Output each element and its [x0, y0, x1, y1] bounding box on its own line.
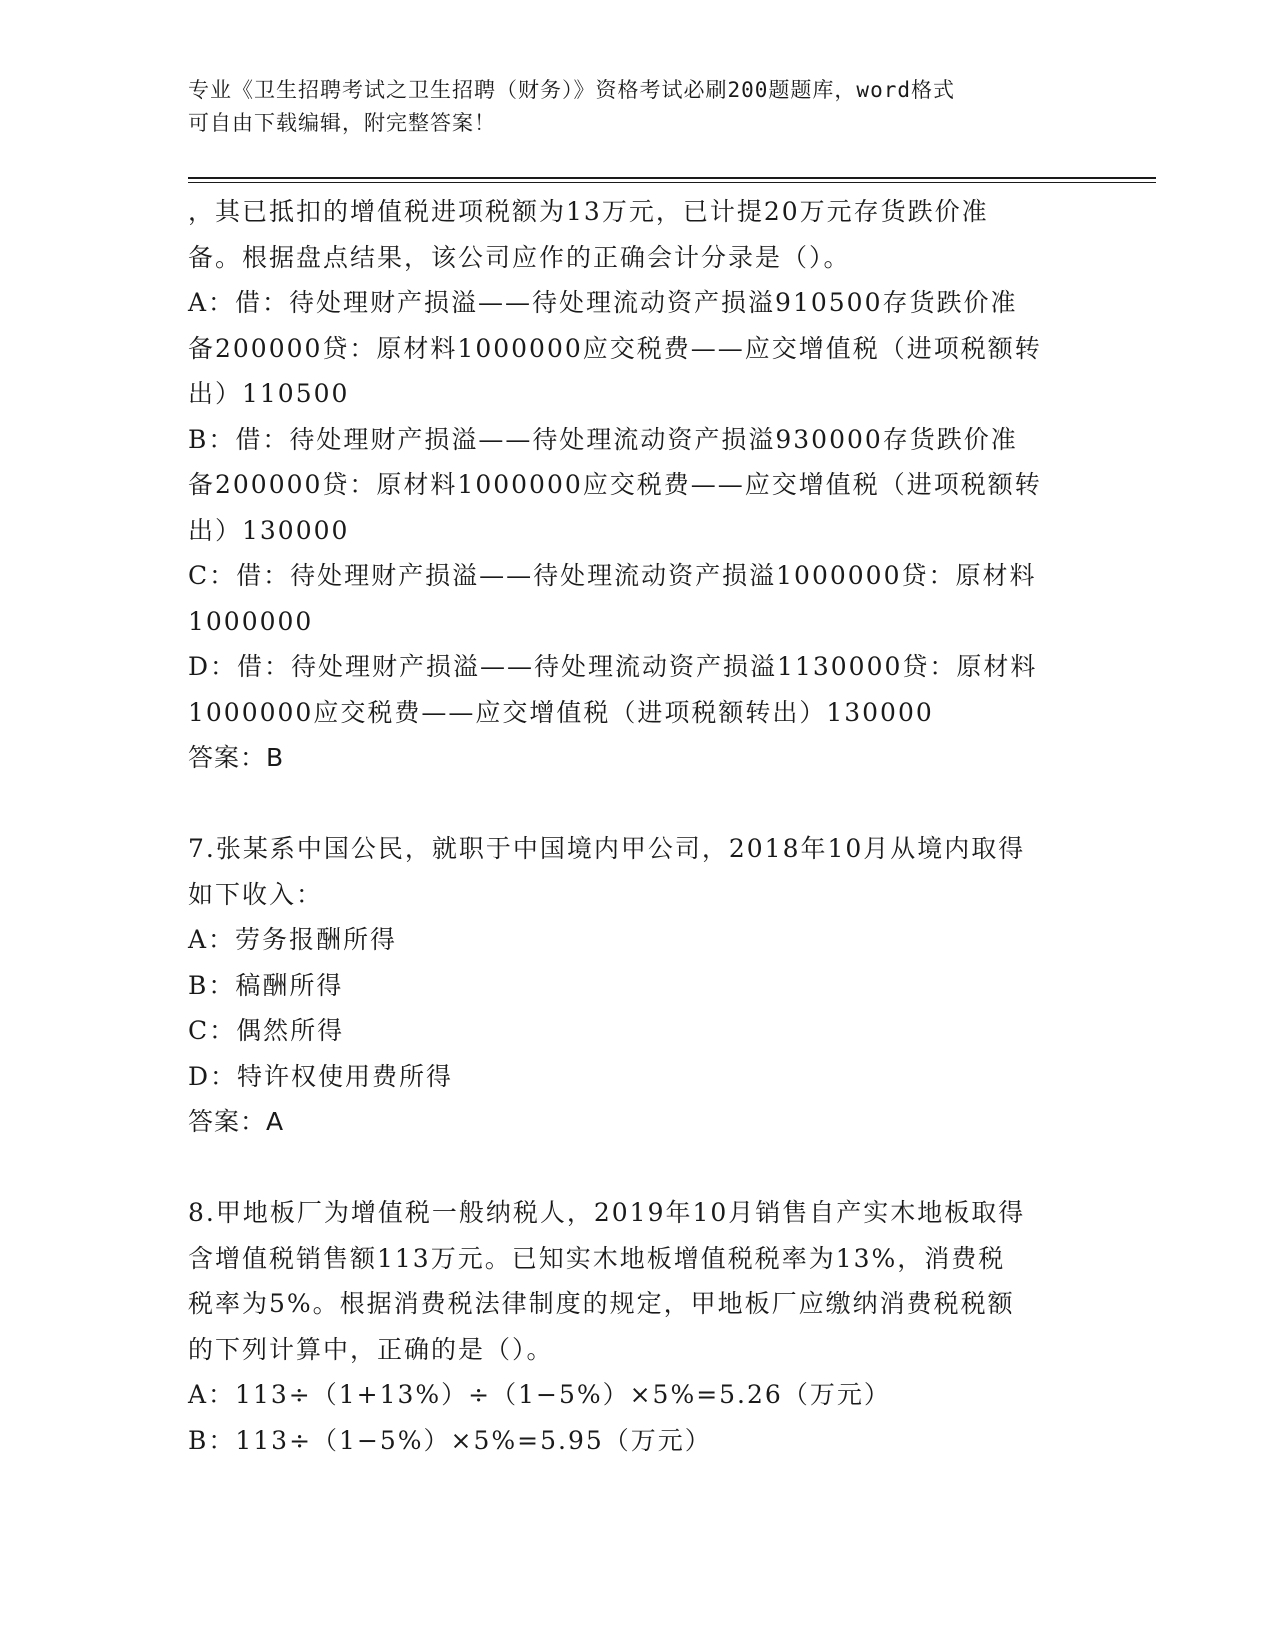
option-c-line: 1000000 [188, 606, 314, 636]
option-a-line: 备200000贷：原材料1000000应交税费——应交增值税（进项税额转 [188, 333, 1042, 363]
header-divider-thin [188, 182, 1156, 183]
question-stem-line: 税率为5%。根据消费税法律制度的规定，甲地板厂应缴纳消费税税额 [188, 1289, 1015, 1318]
option-b: B：113÷（1−5%）×5%=5.95（万元） [188, 1425, 712, 1455]
header-line-1: 专业《卫生招聘考试之卫生招聘（财务）》资格考试必刷200题题库，word格式 [188, 78, 955, 102]
option-a-line: A：借：待处理财产损溢——待处理流动资产损溢910500存货跌价准 [188, 288, 1018, 317]
question-7 [188, 826, 1088, 1145]
question-6 [188, 189, 1088, 781]
spacer [188, 1145, 1088, 1191]
question-stem-line: 含增值税销售额113万元。已知实木地板增值税税率为13%，消费税 [188, 1243, 1006, 1273]
question-stem-line: 7.张某系中国公民，就职于中国境内甲公司，2018年10月从境内取得 [188, 834, 1026, 863]
option-b-line: 备200000贷：原材料1000000应交税费——应交增值税（进项税额转 [188, 470, 1042, 499]
option-a: A：113÷（1+13%）÷（1−5%）×5%=5.26（万元） [188, 1380, 891, 1409]
answer-line: 答案：B [188, 743, 285, 772]
option-c: C：偶然所得 [188, 1016, 345, 1045]
option-c-line: C：借：待处理财产损溢——待处理流动资产损溢1000000贷：原材料 [188, 561, 1037, 590]
option-d: D：特许权使用费所得 [188, 1061, 454, 1091]
answer-line: 答案：A [188, 1107, 285, 1136]
question-stem-line: 的下列计算中，正确的是（）。 [188, 1334, 554, 1364]
option-b: B：稿酬所得 [188, 970, 344, 1000]
header-line-2: 可自由下载编辑，附完整答案！ [188, 111, 496, 135]
question-content [188, 189, 1088, 1463]
option-a: A：劳务报酬所得 [188, 925, 398, 954]
question-stem-line: 备。根据盘点结果，该公司应作的正确会计分录是（）。 [188, 242, 851, 272]
option-b-line: B：借：待处理财产损溢——待处理流动资产损溢930000存货跌价准 [188, 424, 1018, 454]
question-stem-line: 如下收入： [188, 879, 324, 909]
option-b-line: 出）130000 [188, 515, 350, 545]
document-header [188, 74, 1068, 140]
spacer [188, 781, 1088, 827]
option-d-line: D：借：待处理财产损溢——待处理流动资产损溢1130000贷：原材料 [188, 652, 1038, 681]
option-d-line: 1000000应交税费——应交增值税（进项税额转出）130000 [188, 697, 934, 727]
header-divider-thick [188, 177, 1156, 179]
option-a-line: 出）110500 [188, 379, 350, 408]
question-stem-line: 8.甲地板厂为增值税一般纳税人，2019年10月销售自产实木地板取得 [188, 1198, 1026, 1227]
question-8 [188, 1190, 1088, 1463]
question-stem-line: ，其已抵扣的增值税进项税额为13万元，已计提20万元存货跌价准 [188, 197, 989, 226]
